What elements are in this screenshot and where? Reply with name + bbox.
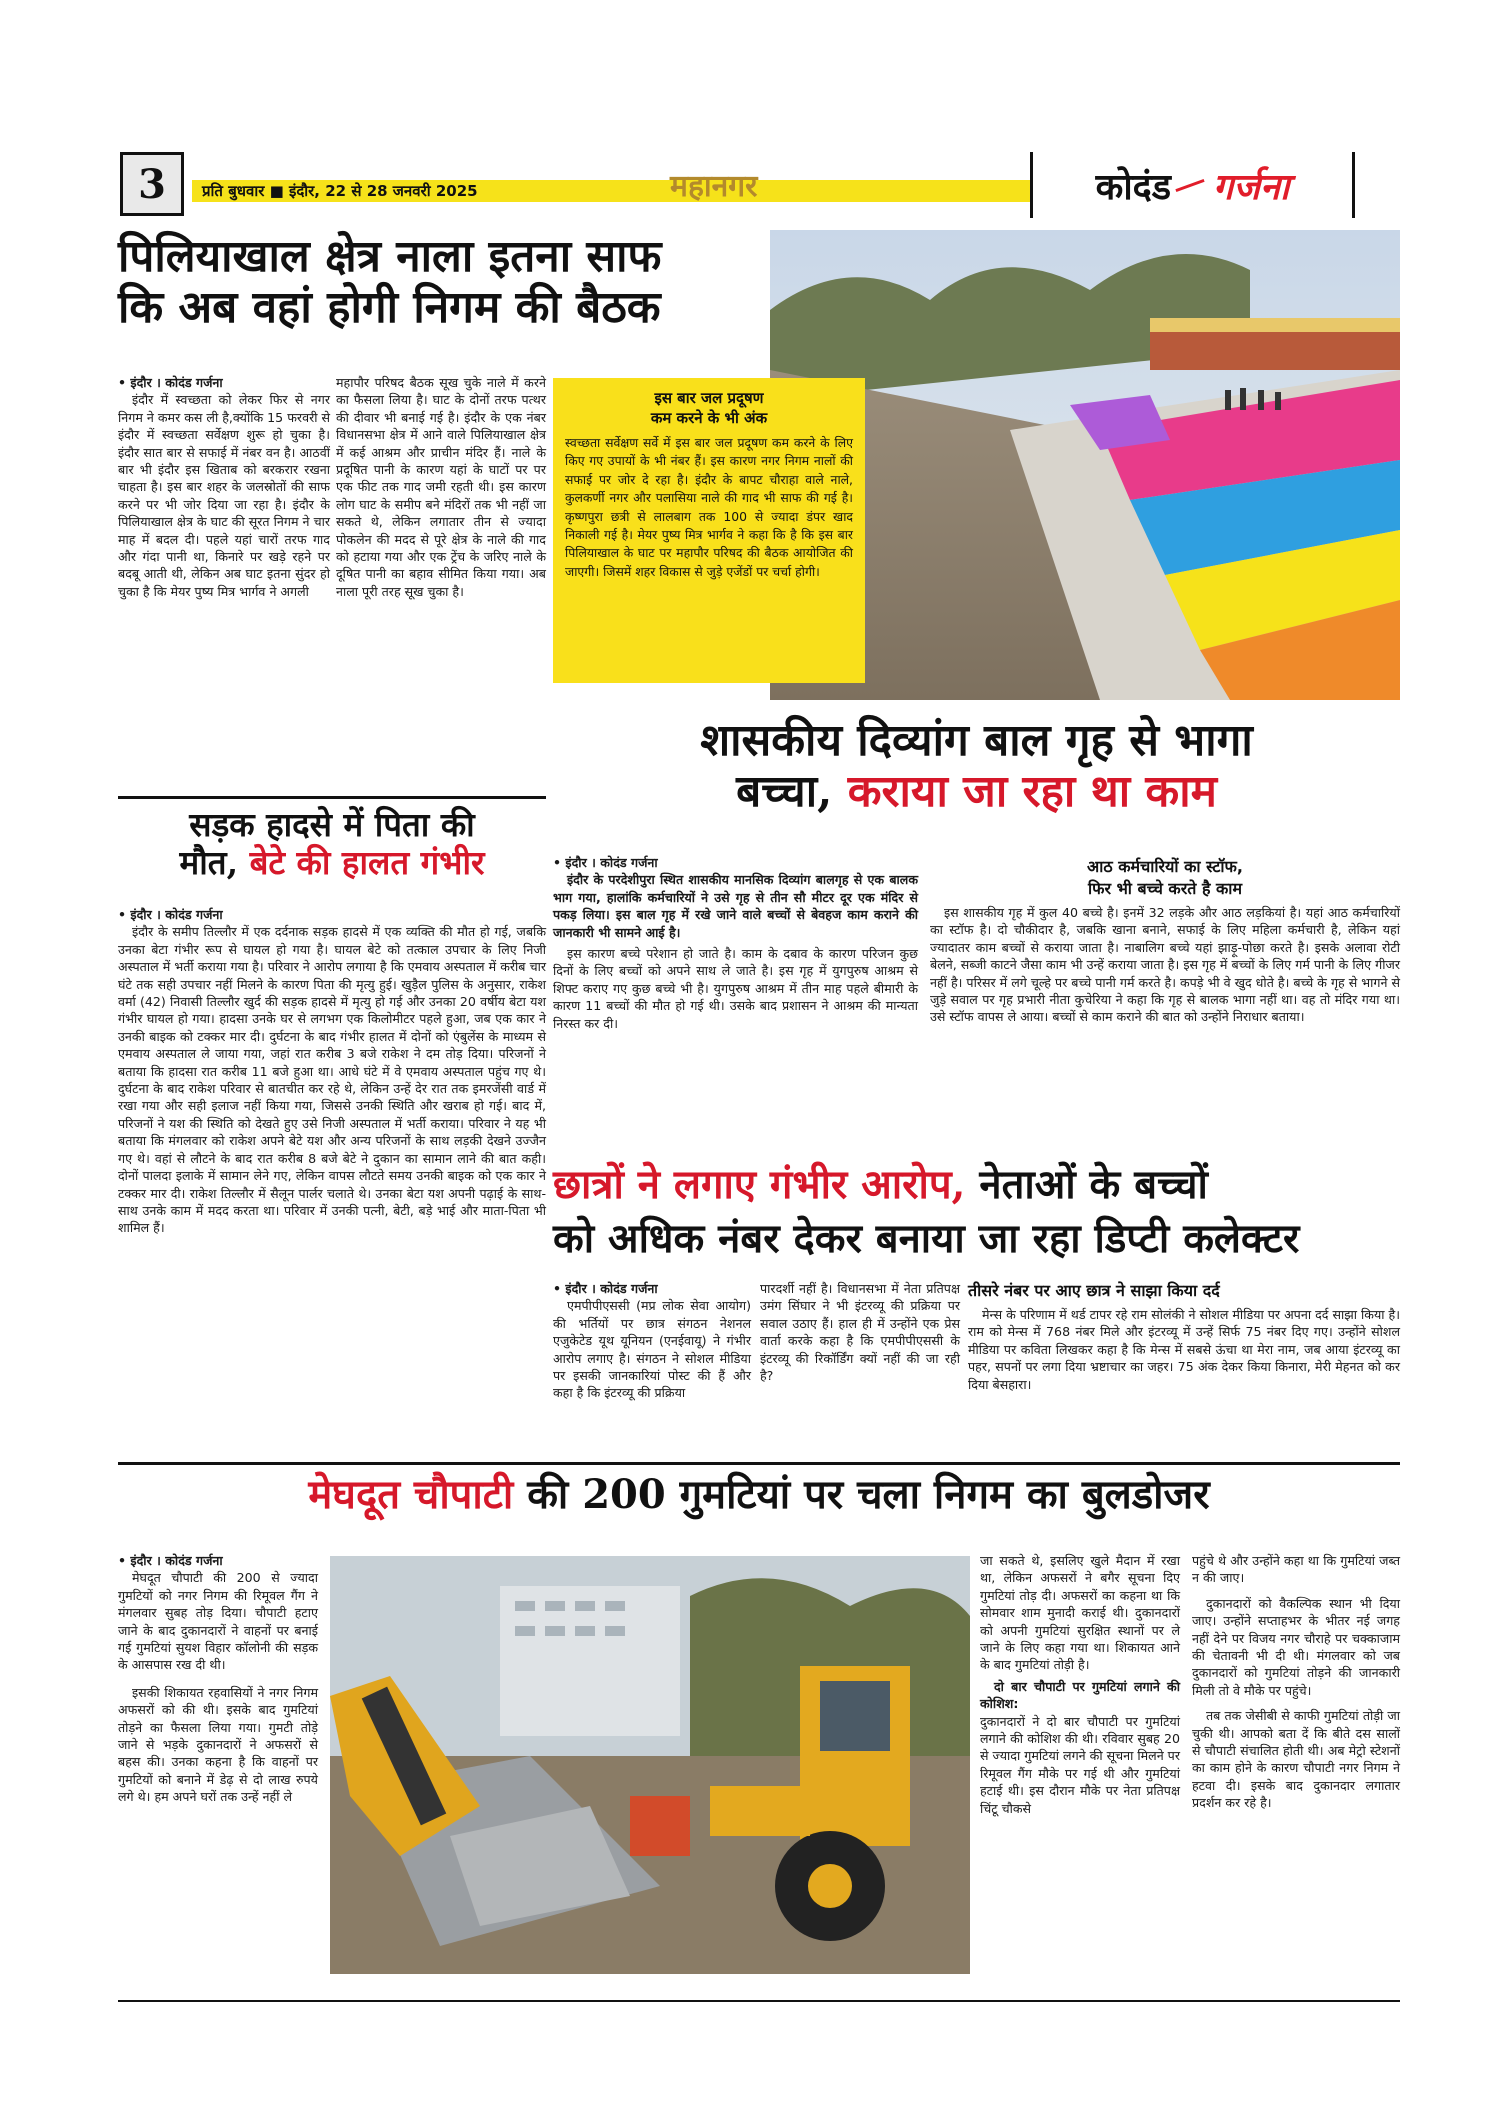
story2-headline-line2: [118, 844, 546, 882]
info-box-title-line1: इस बार जल प्रदूषण: [654, 389, 764, 407]
story2-headline-black: मौत,: [179, 842, 250, 882]
story2-headline-red: बेटे की हालत गंभीर: [249, 842, 485, 882]
story5-byline: • इंदौर । कोदंड गर्जना: [118, 1553, 223, 1568]
story5-subhead: दो बार चौपाटी पर गुमटियां लगाने की कोशिश:: [980, 1678, 1180, 1712]
bottom-rule: [118, 2000, 1400, 2002]
story4-headline-black: नेताओं के बच्चों: [965, 1161, 1208, 1208]
story3-headline-black: बच्चा,: [736, 765, 848, 817]
newspaper-logo: [1030, 152, 1355, 218]
story2-body: [118, 906, 546, 1237]
story3-headline-line2: [553, 767, 1400, 818]
story5-text1b: इसकी शिकायत रहवासियों ने नगर निगम अफसरों को की थी। इसके बाद गुमटियां तोड़ने का फैसला लिया गया। गुमटी तोड़े जाने से भड़के दुकानदारों ने अफसरों से बहस की। उनका कहना है कि वाहनों पर गुमटियों को बनाने में डेढ़ से दो लाख रुपये लगे थे। हम अपने घरों तक उन्हें नहीं ले: [118, 1684, 318, 1805]
divider: [118, 796, 546, 799]
story5-text4c: तब तक जेसीबी से काफी गुमटियां तोड़ी जा चुकी थी। आपको बता दें कि बीते दस सालों से चौपाटी संचालित होती थी। अब मेट्रो स्टेशनों का काम होने के कारण चौपाटी नगर निगम ने हटवा दी। इसके बाद दुकानदार लगातार प्रदर्शन कर रहे है।: [1192, 1708, 1400, 1811]
story3-byline: • इंदौर । कोदंड गर्जना: [553, 855, 658, 870]
story2-headline-line1: सड़क हादसे में पिता की: [189, 805, 475, 844]
info-box-title-line2: कम करने के भी अंक: [650, 409, 768, 427]
story4-column3: [968, 1306, 1400, 1393]
story2-byline: • इंदौर । कोदंड गर्जना: [118, 907, 223, 922]
story4-column2: [760, 1280, 960, 1384]
story3-headline-red: कराया जा रहा था काम: [847, 765, 1217, 817]
story4-headline: [553, 1158, 1400, 1266]
story3-text: इस कारण बच्चे परेशान हो जाते है। काम के दबाव के कारण परिजन कुछ दिनों के लिए बच्चों को अपने साथ ले जाते है। इस गृह में युगपुरुष आश्रम से शिफ्ट कराए गए कुछ बच्चे भी है। युगपुरुष आश्रम में तीन माह पहले बीमारी के कारण 11 बच्चों की मौत हो गई थी। उसके बाद प्रशासन ने आश्रम की मान्यता निरस्त कर दी।: [553, 946, 918, 1031]
divider: [118, 1462, 1400, 1465]
story3-column1: [553, 854, 918, 1032]
story5-headline-black: की 200 गुमटियां पर चला निगम का बुलडोजर: [513, 1471, 1210, 1518]
pollution-info-box: [553, 378, 865, 683]
story5-text4b: दुकानदारों को वैकल्पिक स्थान भी दिया जाए। उन्होंने सप्ताहभर के भीतर नई जगह नहीं देने पर विजय नगर चौराहे पर चक्काजाम की चेतावनी भी दी थी। मंगलवार को जब दुकानदारों को गुमटियां तोड़ने की जानकारी मिली तो वे मौके पर पहुंचे।: [1192, 1595, 1400, 1698]
story5-text1a: मेघदूत चौपाटी की 200 से ज्यादा गुमटियों को नगर निगम की रिमूवल गैंग ने मंगलवार सुबह तोड़ दिया। चौपाटी हटाए जाने के बाद दुकानदारों ने वाहनों पर बनाई गई गुमटियां सुयश विहार कॉलोनी की सड़क के आसपास रख दी थी।: [118, 1570, 318, 1673]
story3-headline-line1: शासकीय दिव्यांग बाल गृह से भागा: [700, 715, 1253, 766]
story1-column2: [336, 374, 546, 600]
page-number: 3: [120, 152, 184, 216]
story5-text3a: जा सकते थे, इसलिए खुले मैदान में रखा था, लेकिन अफसरों ने बगैर सूचना दिए गुमटियां तोड़ दी। अफसरों का कहना था कि सोमवार शाम मुनादी कराई थी। दुकानदारों को अपनी गुमटियां सुरक्षित स्थानों पर ले जाने के लिए कहा गया था। शिकायत आने के बाद गुमटियां तोड़ी है।: [980, 1553, 1180, 1673]
story5-column3: [980, 1552, 1180, 1817]
story4-text1: एमपीपीएससी (मप्र लोक सेवा आयोग) की भर्तियों पर छात्र संगठन नेशनल एजुकेटेड यूथ यूनियन (एनईवायू) ने गंभीर आरोप लगाए है। संगठन ने सोशल मीडिया पर इसकी जानकारियां पोस्ट की हैं और कहा है कि इंटरव्यू की प्रक्रिया: [553, 1298, 751, 1401]
story3-subhead: [930, 856, 1400, 900]
story5-headline-red: मेघदूत चौपाटी: [308, 1471, 514, 1518]
story4-column1: [553, 1280, 751, 1402]
info-box-text: स्वच्छता सर्वेक्षण सर्वे में इस बार जल प्रदूषण कम करने के लिए किए गए उपायों के भी नंबर हैं। इस कारण नगर निगम नालों की सफाई पर जोर दे रहा है। इंदौर के बापट चौराहा वाले नाले, कुलकर्णी नगर और पलासिया नाले की गाद भी साफ की गई है। कृष्णपुरा छत्री से लालबाग तक 100 से ज्यादा डंपर खाद निकाली गई है। मेयर पुष्य मित्र भार्गव ने कहा कि है कि इस बार पिलियाखाल के घाट पर महापौर परिषद की बैठक आयोजित की जाएगी। जिसमें शहर विकास से जुड़े एजेंडों पर चर्चा होगी।: [565, 435, 853, 579]
story5-headline: [118, 1472, 1400, 1518]
story3-column2: [930, 904, 1400, 1026]
story4-subhead: तीसरे नंबर पर आए छात्र ने साझा किया दर्द: [968, 1281, 1220, 1300]
story5-column1: [118, 1552, 318, 1806]
masthead: [120, 152, 1390, 224]
story1-byline: • इंदौर । कोदंड गर्जना: [118, 375, 223, 390]
story4-text2: पारदर्शी नहीं है। विधानसभा में नेता प्रतिपक्ष उमंग सिंघार ने भी इंटरव्यू की प्रक्रिया पर सवाल उठाए हैं। हाल ही में उन्होंने एक प्रेस वार्ता करके कहा है कि एमपीपीएससी के इंटरव्यू की रिकॉर्डिंग क्यों नहीं की जा रही है?: [760, 1281, 960, 1384]
story3-text2: इस शासकीय गृह में कुल 40 बच्चे है। इनमें 32 लड़के और आठ लड़कियां है। यहां आठ कर्मचारियों का स्टॉफ है। दो चौकीदार है, जबकि खाना बनाने, सफाई के लिए महिला कर्मचारी है, लेकिन यहां ज्यादातर काम बच्चों से कराया जाता है। नाबालिग बच्चे यहां झाड़ू-पोछा करते है। इसके अलावा रोटी बेलने, सब्जी काटने जैसा काम भी उन्हें कराया जाता है। इस गृह में बच्चों के लिए गर्म पानी के लिए गीजर नहीं है। परिसर में लगे चूल्हे पर बच्चे पानी गर्म करते है। कपड़े भी वे खुद धोते है। बच्चे के गृह से भागने से जुड़े सवाल पर गृह प्रभारी नीता कुचेरिया ने कहा कि गृह से बालक भागा नहीं था। वह तो मंदिर गया था। उसे स्टॉफ वापस ले आया। बच्चों से काम कराने की बात को उन्होंने निराधार बताया।: [930, 905, 1400, 1025]
story5-text3b: दुकानदारों ने दो बार चौपाटी पर गुमटियां लगाने की कोशिश की थी। रविवार सुबह 20 से ज्यादा गुमटियां लगने की सूचना मिलने पर रिमूवल गैंग मौके पर गई थी और गुमटियां हटाई थी। इस दौरान मौके पर नेता प्रतिपक्ष चिंटू चौकसे: [980, 1713, 1180, 1816]
story4-headline-line1: [553, 1158, 1400, 1212]
story3-subhead-line1: आठ कर्मचारियों का स्टॉफ,: [1087, 857, 1243, 876]
story4-text3: मेन्स के परिणाम में थर्ड टापर रहे राम सोलंकी ने सोशल मीडिया पर अपना दर्द साझा किया है। राम को मेन्स में 768 नंबर मिले और इंटरव्यू में उन्हें सिर्फ 75 नंबर दिए गए। उन्होंने सोशल मीडिया पर कविता लिखकर कहा है कि मेन्स में सबसे ऊंचा था मेरा नाम, जब आया इंटरव्यू का पहर, सपनों पर लगा दिया भ्रष्टाचार का जहर। 75 अंक देकर किया किनारा, मेरी मेहनत को कर दिया बेसहारा।: [968, 1307, 1400, 1392]
story4-headline-red: छात्रों ने लगाए गंभीर आरोप,: [553, 1161, 966, 1208]
section-label: महानगर: [670, 169, 758, 204]
story5-text4a: पहुंचे थे और उन्होंने कहा था कि गुमटियां जब्त न की जाए।: [1192, 1553, 1400, 1586]
story3-lead: इंदौर के परदेशीपुरा स्थित शासकीय मानसिक दिव्यांग बालगृह से एक बालक भाग गया, हालांकि कर्मचारियों ने उसे गृह से तीन सौ मीटर दूर एक मंदिर से पकड़ लिया। इस बाल गृह में रखे जाने वाले बच्चों से बेवहज काम कराने की जानकारी भी सामने आई है।: [553, 872, 918, 940]
date-line: प्रति बुधवार ■ इंदौर, 22 से 28 जनवरी 2025: [202, 182, 478, 200]
brand-part2: गर्जना: [1213, 166, 1290, 208]
info-box-title: [565, 388, 853, 428]
story3-subhead-line2: फिर भी बच्चे करते है काम: [1087, 879, 1243, 898]
story1-headline-line1: पिलियाखाल क्षेत्र नाला इतना साफ: [118, 231, 662, 282]
story1-text2: महापौर परिषद बैठक सूख चुके नाले में करने का फैसला लिया है। घाट के दोनों तरफ पत्थर की दीवार भी बनाई गई है। इंदौर के एक नंबर विधानसभा क्षेत्र में आने वाले पिलियाखाल क्षेत्र में कई आश्रम और प्राचीन मंदिर हैं। नाले के प्रदूषित पानी के कारण यहां के घाटों पर पर एक फीट तक गाद जमी रहती थी। इस कारण लोग घाट के समीप बने मंदिरों तक भी नहीं जा सकते थे, लेकिन लगातार तीन से ज्यादा पोकलेन की मदद से पूरे क्षेत्र के नाले की गाद को हटाया गया और एक ट्रेंच के जरिए नाले के दूषित पानी का बहाव सीमित किया गया। अब नाला पूरी तरह सूख चुका है।: [336, 375, 546, 599]
arrow-icon: [1175, 178, 1209, 192]
story1-column1: [118, 374, 330, 600]
story2-text: इंदौर के समीप तिल्लौर में एक दर्दनाक सड़क हादसे में एक व्यक्ति की मौत हो गई, जबकि उनका बेटा गंभीर रूप से घायल हो गया है। घायल बेटे को तत्काल उपचार के लिए निजी अस्पताल में भर्ती कराया गया है। परिवार ने आरोप लगाया है कि एमवाय अस्पताल में करीब चार घंटे तक सही उपचार नहीं मिलने के कारण पिता की मृत्यु हुई। खुड़ैल पुलिस के अनुसार, राकेश वर्मा (42) निवासी तिल्लौर खुर्द की सड़क हादसे में मृत्यु हो गई और उनका 20 वर्षीय बेटा यश गंभीर घायल हो गया। हादसा उनके घर से लगभग एक किलोमीटर पहले हुआ, जब एक कार ने उनकी बाइक को टक्कर मार दी। दुर्घटना के बाद गंभीर हालत में दोनों को एंबुलेंस के माध्यम से एमवाय अस्पताल ले जाया गया, जहां रात करीब 3 बजे राकेश ने दम तोड़ दिया। परिजनों ने बताया कि हादसा रात करीब 11 बजे हुआ था। आधे घंटे में वे एमवाय अस्पताल पहुंच गए थे। दुर्घटना के बाद राकेश परिवार से बातचीत कर रहे थे, लेकिन उन्हें देर रात तक इमरजेंसी वार्ड में रखा गया और सही इलाज नहीं किया गया, जिससे उनकी स्थिति और खराब हो गई। बाद में, परिजनों ने यश की स्थिति को देखते हुए उसे निजी अस्पताल में भर्ती कराया। परिवार ने यह भी बताया कि मंगलवार को राकेश अपने बेटे यश और अन्य परिजनों के साथ लड़की देखने उज्जैन गए थे। वहां से लौटने के बाद रात करीब 8 बजे बेटे ने दुकान का सामान लाने की बात कही। दोनों पालदा इलाके में सामान लेने गए, लेकिन वापस लौटते समय उनकी बाइक को एक कार ने टक्कर मार दी। राकेश तिल्लौर में सैलून पार्लर चलाते थे। उनका बेटा यश अपनी पढ़ाई के साथ-साथ उनके काम में मदद करता था। परिवार में उनकी पत्नी, बेटी, बड़े भाई और माता-पिता भी शामिल हैं।: [118, 924, 546, 1236]
bulldozer-photo-image: [330, 1556, 970, 1974]
story5-column4: [1192, 1552, 1400, 1812]
story1-headline-line2: कि अब वहां होगी निगम की बैठक: [118, 281, 661, 333]
bulldozer-photo: [330, 1556, 970, 1974]
story2-headline: [118, 806, 546, 882]
story1-text1: इंदौर में स्वच्छता को लेकर फिर से नगर निगम ने कमर कस ली है,क्योंकि 15 फरवरी से इंदौर में स्वच्छता सर्वेक्षण शुरू हो चुका है। इंदौर सात बार से सफाई में नंबर वन है। आठवीं बार भी इंदौर इस खिताब को बरकरार रखना चाहता है। इस बार शहर के जलस्रोतों की साफ करने पर भी जोर दिया जा रहा है। इंदौर के पिलियाखाल क्षेत्र के घाट की सूरत निगम ने चार माह में बदल दी। पहले यहां चारों तरफ गाद और गंदा पानी था, किनारे पर खड़े रहने पर बदबू आती थी, लेकिन अब घाट इतना सुंदर हो चुका है कि मेयर पुष्य मित्र भार्गव ने अगली: [118, 392, 330, 599]
story4-headline-line2: को अधिक नंबर देकर बनाया जा रहा डिप्टी कलेक्टर: [553, 1215, 1300, 1262]
story1-headline: [118, 232, 758, 333]
story3-headline: [553, 716, 1400, 817]
story4-byline: • इंदौर । कोदंड गर्जना: [553, 1281, 658, 1296]
brand-part1: कोदंड: [1095, 166, 1172, 208]
